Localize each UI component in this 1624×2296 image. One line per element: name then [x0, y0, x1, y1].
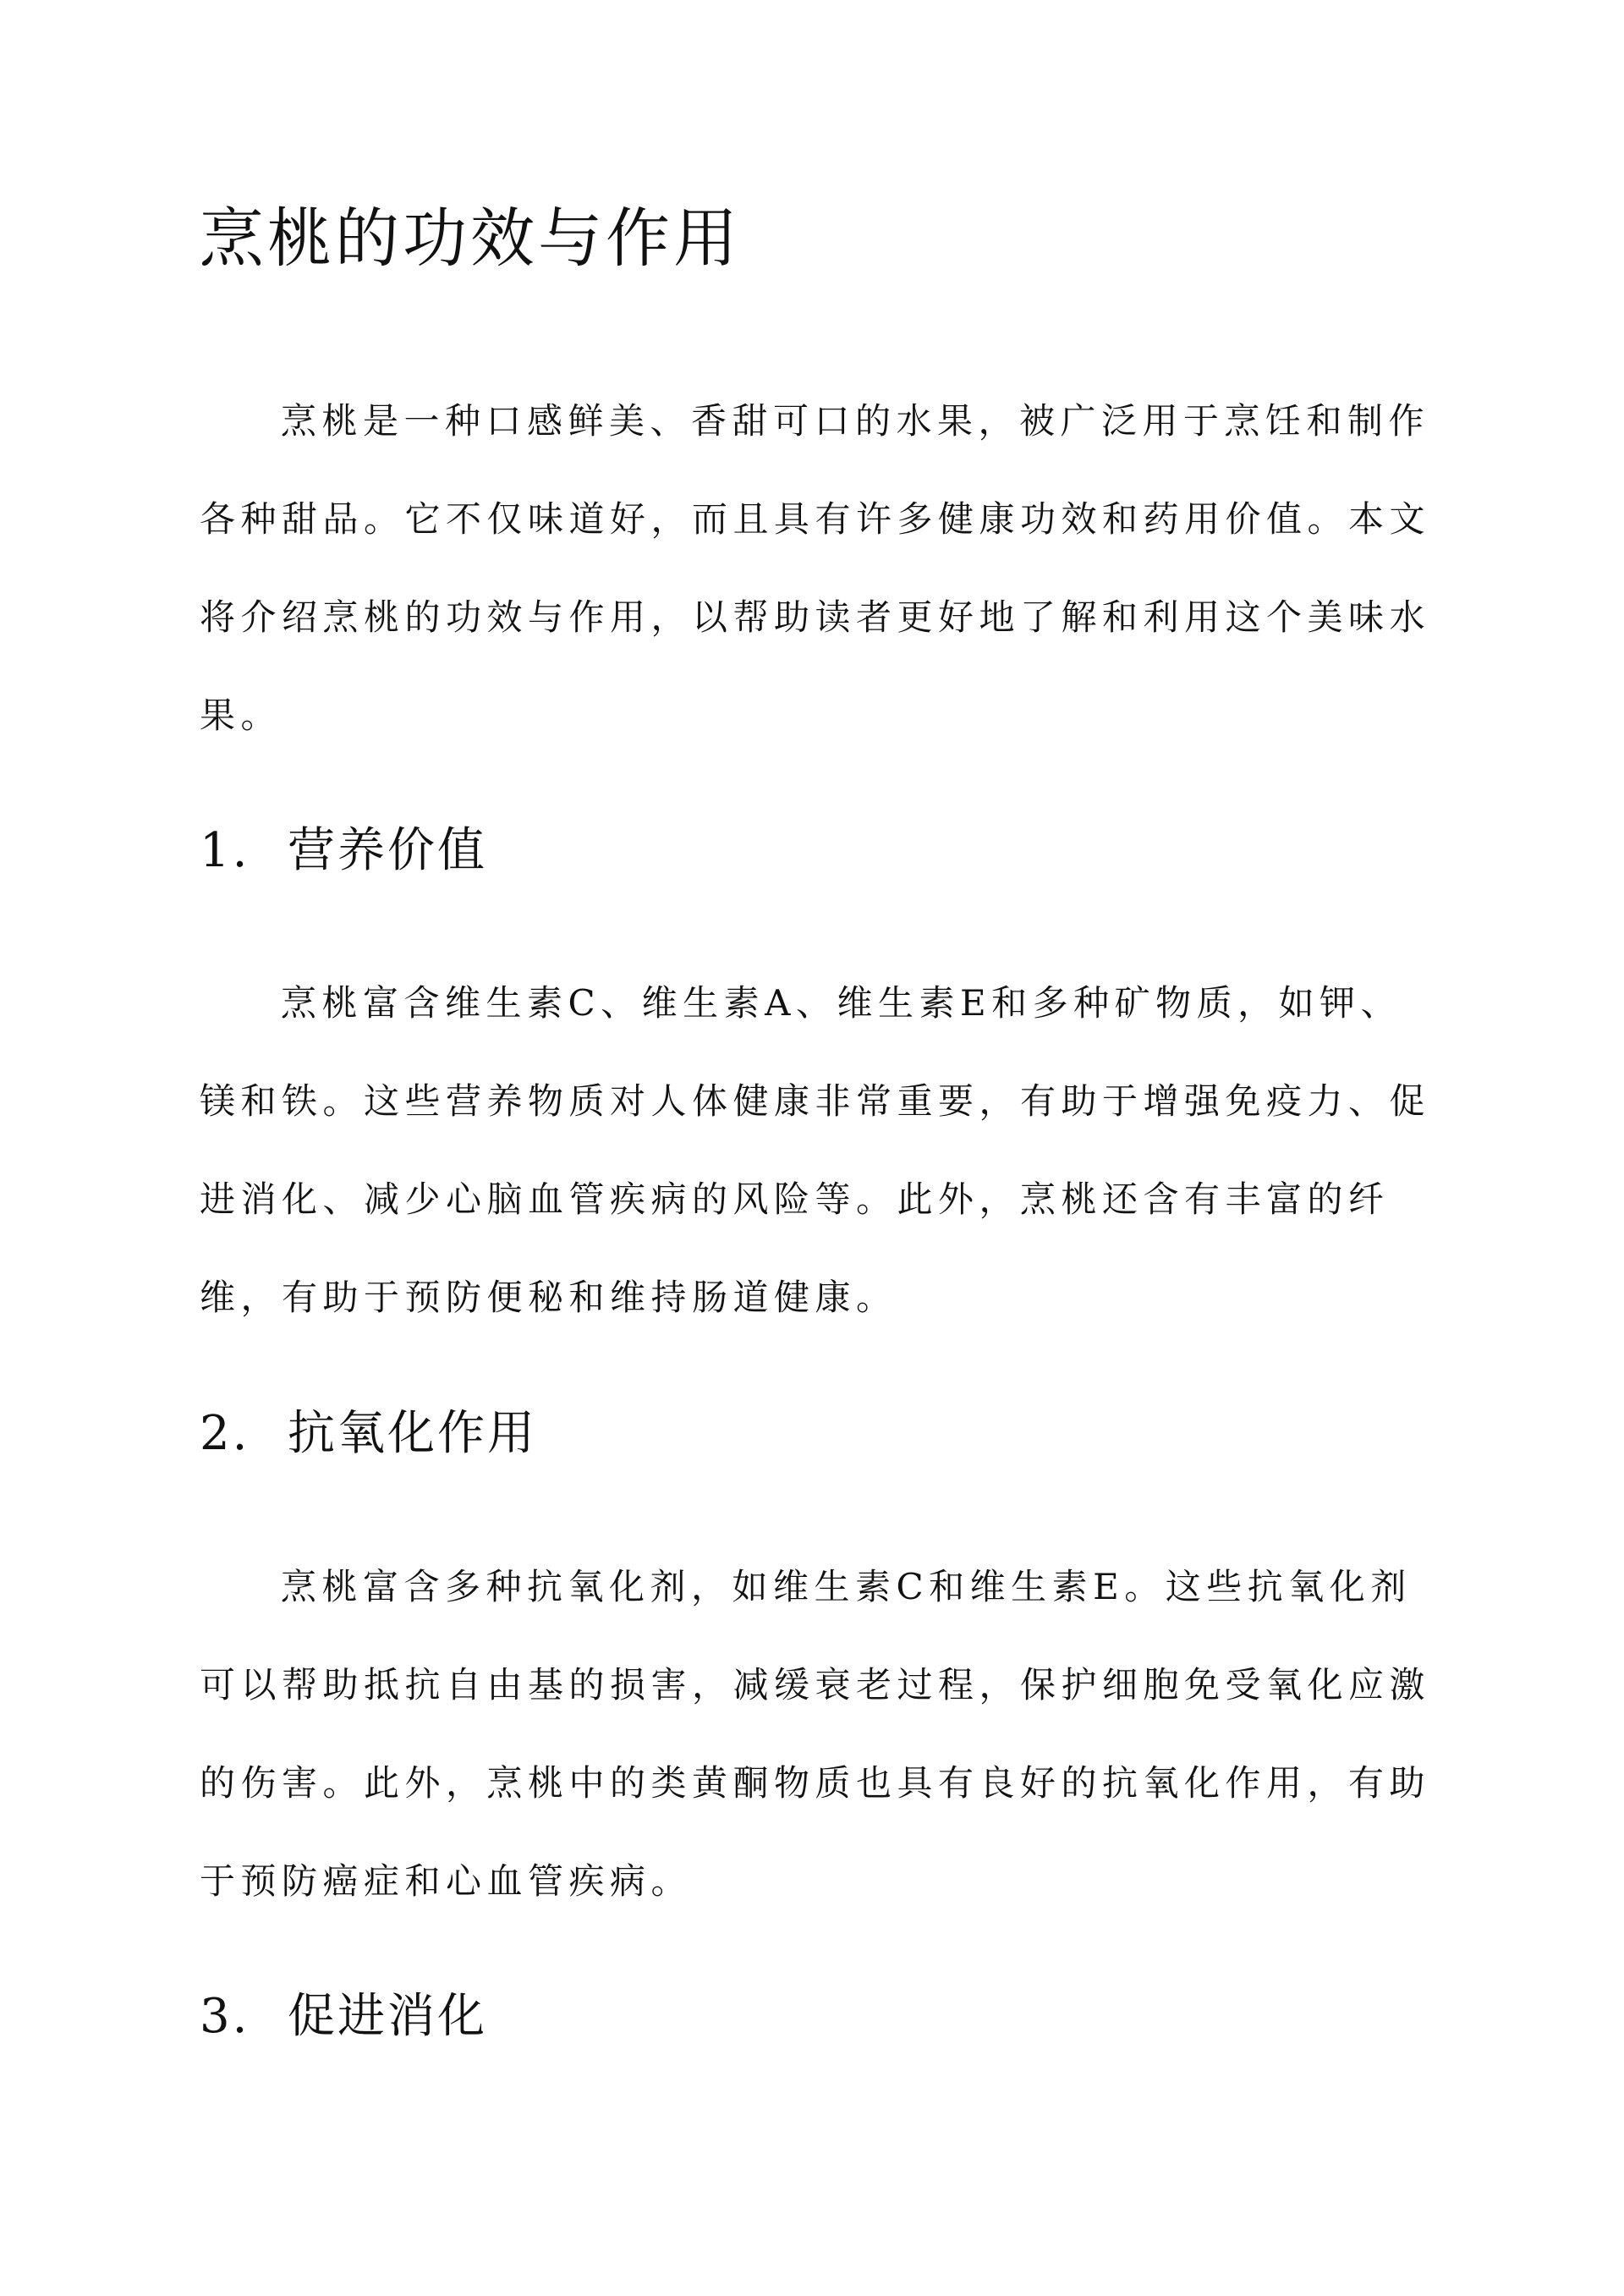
section-paragraph-antioxidant: 烹桃富含多种抗氧化剂，如维生素C和维生素E。这些抗氧化剂可以帮助抵抗自由基的损害，减缓衰老过程，保护细胞免受氧化应激的伤害。此外，烹桃中的类黄酮物质也具有良好的抗氧化作用，有助于预防癌症和心血管疾病。 [200, 1566, 1431, 1902]
section-title: 营养价值 [288, 823, 487, 878]
document-title: 烹桃的功效与作用 [200, 200, 741, 276]
section-title: 促进消化 [288, 1989, 487, 2044]
section-heading-digestion [200, 1983, 487, 2051]
section-title: 抗氧化作用 [288, 1406, 537, 1461]
section-number: 2. [200, 1406, 250, 1461]
section-paragraph-nutrition: 烹桃富含维生素C、维生素A、维生素E和多种矿物质，如钾、镁和铁。这些营养物质对人体健康非常重要，有助于增强免疫力、促进消化、减少心脑血管疾病的风险等。此外，烹桃还含有丰富的纤维，有助于预防便秘和维持肠道健康。 [200, 982, 1431, 1318]
section-heading-nutrition [200, 817, 487, 885]
intro-paragraph: 烹桃是一种口感鲜美、香甜可口的水果，被广泛用于烹饪和制作各种甜品。它不仅味道好，而且具有许多健康功效和药用价值。本文将介绍烹桃的功效与作用，以帮助读者更好地了解和利用这个美味水果。 [200, 400, 1431, 736]
section-heading-antioxidant [200, 1400, 537, 1468]
section-number: 3. [200, 1989, 250, 2044]
section-number: 1. [200, 823, 250, 878]
